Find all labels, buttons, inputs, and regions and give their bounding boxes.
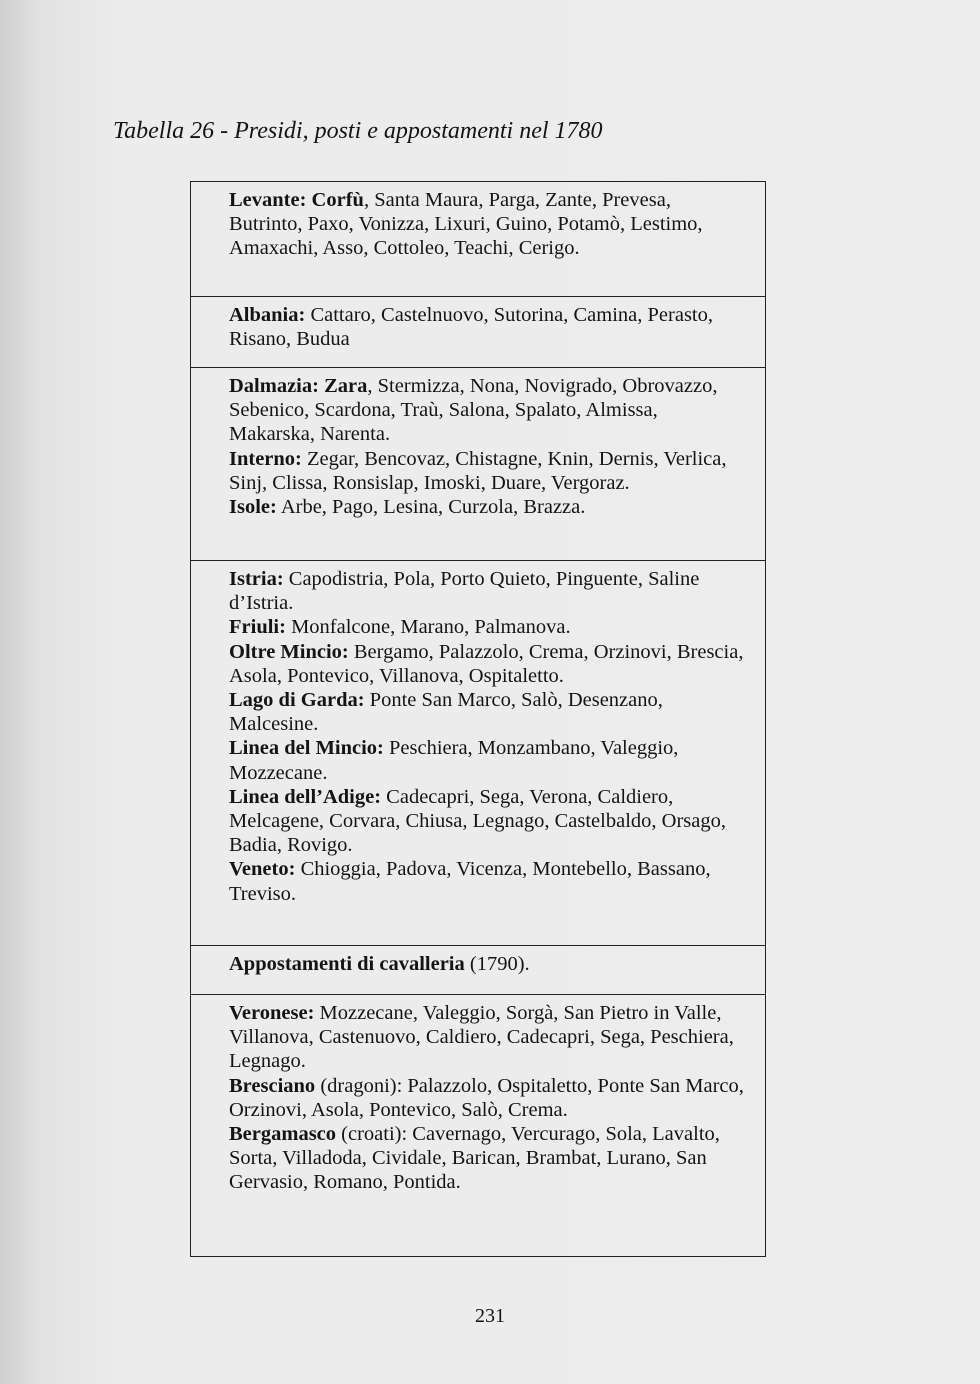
section-terraferma bbox=[191, 561, 765, 946]
entry-text: (1790). bbox=[464, 953, 530, 975]
entry-label: Linea del Mincio: bbox=[229, 737, 384, 760]
entry-label: Oltre Mincio: bbox=[229, 640, 349, 663]
entry-label: Dalmazia: Zara bbox=[229, 375, 368, 397]
table-entry bbox=[229, 952, 745, 976]
entry-text: (croati): Cavernago, Vercurago, Sola, Lavalto, Sorta, Villadoda, Cividale, Barican, Brambat, Lurano, San Gervasio, Romano, Pontida. bbox=[229, 1123, 720, 1194]
table-entry bbox=[229, 447, 745, 495]
garrison-table bbox=[190, 181, 766, 1257]
table-entry bbox=[229, 736, 745, 784]
entry-text: Ponte San Marco, Salò, Desenzano, Malcesine. bbox=[229, 689, 663, 736]
entry-label: Isole: bbox=[229, 496, 277, 519]
entry-label: Linea dell’Adige: bbox=[229, 785, 382, 808]
entry-label: Bergamasco bbox=[229, 1123, 337, 1146]
entry-label: Appostamenti di cavalleria bbox=[229, 953, 465, 975]
table-entry bbox=[229, 640, 745, 688]
table-caption: Tabella 26 - Presidi, posti e appostamenti nel 1780 bbox=[113, 118, 603, 144]
entry-label: Veneto: bbox=[229, 858, 296, 881]
entry-text: Mozzecane, Valeggio, Sorgà, San Pietro in Valle, Villanova, Castenuovo, Caldiero, Cadecapri, Sega, Peschiera, Legnago. bbox=[229, 1002, 734, 1073]
entry-text: Capodistria, Pola, Porto Quieto, Pinguente, Saline d’Istria. bbox=[229, 568, 700, 615]
section-cavalleria-heading bbox=[191, 946, 765, 995]
entry-label: Veronese: bbox=[229, 1002, 315, 1024]
section-albania bbox=[191, 297, 765, 368]
table-entry bbox=[229, 1122, 745, 1195]
section-levante bbox=[191, 182, 765, 297]
table-entry bbox=[229, 567, 745, 615]
entry-text: Zegar, Bencovaz, Chistagne, Knin, Dernis, Verlica, Sinj, Clissa, Ronsislap, Imoski, Duare, Vergoraz. bbox=[229, 447, 727, 494]
table-entry bbox=[229, 785, 745, 858]
table-entry bbox=[229, 615, 745, 639]
page-number: 231 bbox=[475, 1305, 505, 1327]
entry-text: Bergamo, Palazzolo, Crema, Orzinovi, Brescia, Asola, Pontevico, Villanova, Ospitaletto. bbox=[229, 640, 744, 687]
entry-text: Cadecapri, Sega, Verona, Caldiero, Melcagene, Corvara, Chiusa, Legnago, Castelbaldo, Orsago, Badia, Rovigo. bbox=[229, 785, 726, 857]
table-entry bbox=[229, 1074, 745, 1122]
entry-label: Bresciano bbox=[229, 1074, 316, 1097]
entry-text: Monfalcone, Marano, Palmanova. bbox=[285, 616, 571, 639]
entry-label: Levante: Corfù bbox=[229, 189, 364, 211]
entry-text: , Santa Maura, Parga, Zante, Prevesa, Butrinto, Paxo, Vonizza, Lixuri, Guino, Potamò, Lestimo, Amaxachi, Asso, Cottoleo, Teachi, Cerigo. bbox=[229, 189, 703, 260]
entry-label: Istria: bbox=[229, 568, 284, 590]
table-entry bbox=[229, 495, 745, 519]
table-entry bbox=[229, 374, 745, 447]
section-cavalleria bbox=[191, 995, 765, 1255]
table-entry bbox=[229, 1001, 745, 1074]
entry-label: Lago di Garda: bbox=[229, 689, 365, 712]
entry-label: Friuli: bbox=[229, 616, 286, 639]
section-dalmazia bbox=[191, 368, 765, 561]
entry-text: , Stermizza, Nona, Novigrado, Obrovazzo, Sebenico, Scardona, Traù, Salona, Spalato, Almissa, Makarska, Narenta. bbox=[229, 375, 718, 446]
entry-text: Cattaro, Castelnuovo, Sutorina, Camina, Perasto, Risano, Budua bbox=[229, 304, 713, 351]
table-entry bbox=[229, 857, 745, 905]
entry-label: Albania: bbox=[229, 304, 306, 326]
table-entry bbox=[229, 688, 745, 736]
table-entry bbox=[229, 303, 745, 351]
entry-text: Peschiera, Monzambano, Valeggio, Mozzecane. bbox=[229, 737, 679, 784]
table-entry bbox=[229, 188, 745, 261]
entry-label: Interno: bbox=[229, 447, 302, 470]
entry-text: Arbe, Pago, Lesina, Curzola, Brazza. bbox=[276, 496, 586, 519]
entry-text: (dragoni): Palazzolo, Ospitaletto, Ponte San Marco, Orzinovi, Asola, Pontevico, Salò, Crema. bbox=[229, 1074, 744, 1121]
entry-text: Chioggia, Padova, Vicenza, Montebello, Bassano, Treviso. bbox=[229, 858, 711, 905]
